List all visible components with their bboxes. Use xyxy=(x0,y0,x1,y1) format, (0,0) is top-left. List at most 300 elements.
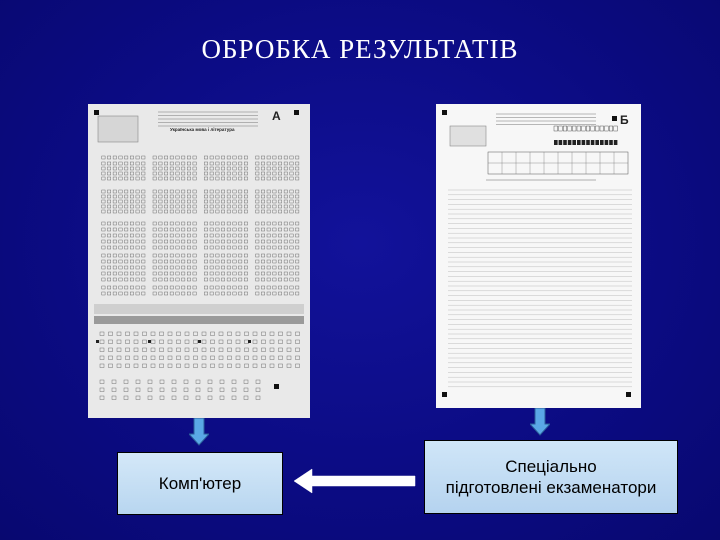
answer-bubble xyxy=(210,172,213,175)
answer-bubble xyxy=(107,167,110,170)
answer-bubble xyxy=(296,200,299,203)
answer-bubble xyxy=(256,286,259,289)
answer-bubble xyxy=(233,266,236,269)
code-cell xyxy=(586,126,590,131)
answer-bubble xyxy=(227,278,230,281)
answer-bubble xyxy=(261,210,264,213)
answer-bubble xyxy=(233,190,236,193)
answer-bubble xyxy=(296,240,299,243)
answer-bubble xyxy=(113,286,116,289)
answer-bubble xyxy=(159,190,162,193)
answer-bubble xyxy=(136,172,139,175)
answer-bubble xyxy=(125,167,128,170)
answer-bubble xyxy=(153,195,156,198)
answer-bubble xyxy=(102,210,105,213)
answer-bubble xyxy=(113,190,116,193)
answer-bubble xyxy=(170,286,173,289)
answer-bubble xyxy=(244,278,247,281)
answer-bubble xyxy=(176,172,179,175)
answer-bubble xyxy=(168,364,172,368)
answer-bubble xyxy=(287,340,291,344)
answer-bubble xyxy=(136,246,139,249)
answer-bubble xyxy=(284,234,287,237)
answer-bubble xyxy=(204,162,207,165)
answer-bubble xyxy=(112,380,116,384)
answer-bubble xyxy=(119,190,122,193)
corner-mark xyxy=(442,110,447,115)
answer-bubble xyxy=(227,266,230,269)
answer-bubble xyxy=(221,205,224,208)
answer-bubble xyxy=(233,286,236,289)
answer-bubble xyxy=(261,240,264,243)
answer-bubble xyxy=(159,278,162,281)
answer-bubble xyxy=(102,246,105,249)
answer-bubble xyxy=(204,240,207,243)
answer-bubble xyxy=(216,167,219,170)
answer-bubble xyxy=(221,286,224,289)
answer-bubble xyxy=(153,200,156,203)
answer-bubble xyxy=(245,356,249,360)
answer-bubble xyxy=(210,260,213,263)
answer-bubble xyxy=(204,167,207,170)
answer-bubble xyxy=(296,156,299,159)
answer-bubble xyxy=(142,162,145,165)
answer-bubble xyxy=(136,240,139,243)
answer-bubble xyxy=(153,172,156,175)
answer-bubble xyxy=(109,356,113,360)
answer-bubble xyxy=(170,272,173,275)
answer-bubble xyxy=(261,177,264,180)
answer-bubble xyxy=(278,292,281,295)
answer-bubble xyxy=(177,364,181,368)
code-cell xyxy=(577,140,581,145)
answer-bubble xyxy=(236,340,240,344)
answer-bubble xyxy=(256,396,260,400)
answer-bubble xyxy=(273,292,276,295)
answer-bubble xyxy=(256,228,259,231)
answer-bubble xyxy=(113,205,116,208)
answer-bubble xyxy=(196,396,200,400)
answer-bubble xyxy=(261,162,264,165)
answer-bubble xyxy=(244,266,247,269)
answer-bubble xyxy=(187,167,190,170)
answer-bubble xyxy=(130,260,133,263)
answer-bubble xyxy=(119,260,122,263)
answer-bubble xyxy=(261,246,264,249)
answer-bubble xyxy=(204,266,207,269)
answer-bubble xyxy=(233,195,236,198)
answer-bubble xyxy=(193,278,196,281)
answer-bubble xyxy=(153,156,156,159)
answer-bubble xyxy=(239,195,242,198)
computer-label: Комп'ютер xyxy=(158,474,242,493)
answer-bubble xyxy=(216,177,219,180)
answer-bubble xyxy=(125,246,128,249)
answer-bubble xyxy=(221,200,224,203)
answer-bubble xyxy=(261,286,264,289)
code-cell xyxy=(605,126,609,131)
answer-bubble xyxy=(256,278,259,281)
answer-bubble xyxy=(164,240,167,243)
answer-bubble xyxy=(273,240,276,243)
answer-bubble xyxy=(193,240,196,243)
answer-bubble xyxy=(153,278,156,281)
answer-bubble xyxy=(227,286,230,289)
answer-bubble xyxy=(193,156,196,159)
answer-bubble xyxy=(273,177,276,180)
answer-bubble xyxy=(256,234,259,237)
answer-bubble xyxy=(164,200,167,203)
answer-bubble xyxy=(239,222,242,225)
answer-bubble xyxy=(164,254,167,257)
answer-bubble xyxy=(142,177,145,180)
answer-bubble xyxy=(204,222,207,225)
answer-bubble xyxy=(296,292,299,295)
answer-bubble xyxy=(256,156,259,159)
answer-bubble xyxy=(136,396,140,400)
code-cell xyxy=(563,140,567,145)
answer-bubble xyxy=(125,260,128,263)
answer-bubble xyxy=(164,260,167,263)
answer-bubble xyxy=(102,272,105,275)
answer-bubble xyxy=(290,272,293,275)
code-cell xyxy=(595,140,599,145)
answer-bubble xyxy=(185,332,189,336)
answer-bubble xyxy=(182,260,185,263)
answer-bubble xyxy=(284,272,287,275)
answer-bubble xyxy=(176,162,179,165)
answer-bubble xyxy=(221,292,224,295)
answer-bubble xyxy=(239,286,242,289)
answer-bubble xyxy=(182,246,185,249)
answer-bubble xyxy=(159,228,162,231)
answer-bubble xyxy=(142,278,145,281)
answer-bubble xyxy=(113,228,116,231)
answer-bubble xyxy=(125,210,128,213)
answer-bubble xyxy=(290,278,293,281)
answer-bubble xyxy=(273,205,276,208)
answer-bubble xyxy=(278,286,281,289)
answer-bubble xyxy=(273,210,276,213)
answer-bubble xyxy=(216,222,219,225)
answer-bubble xyxy=(236,364,240,368)
answer-bubble xyxy=(290,210,293,213)
answer-bubble xyxy=(193,162,196,165)
answer-bubble xyxy=(148,396,152,400)
answer-bubble xyxy=(107,200,110,203)
answer-bubble xyxy=(113,240,116,243)
answer-bubble xyxy=(244,195,247,198)
answer-bubble xyxy=(153,266,156,269)
answer-bubble xyxy=(102,222,105,225)
answer-bubble xyxy=(194,364,198,368)
answer-bubble xyxy=(109,340,113,344)
answer-bubble xyxy=(119,162,122,165)
answer-bubble xyxy=(170,260,173,263)
answer-bubble xyxy=(107,177,110,180)
answer-bubble xyxy=(164,272,167,275)
answer-bubble xyxy=(176,292,179,295)
answer-bubble xyxy=(284,210,287,213)
answer-bubble xyxy=(153,162,156,165)
answer-bubble xyxy=(142,246,145,249)
code-cell xyxy=(559,126,563,131)
answer-bubble xyxy=(261,222,264,225)
answer-bubble xyxy=(159,205,162,208)
answer-bubble xyxy=(273,228,276,231)
answer-bubble xyxy=(273,162,276,165)
answer-bubble xyxy=(270,364,274,368)
answer-bubble xyxy=(194,348,198,352)
answer-bubble xyxy=(119,205,122,208)
answer-bubble xyxy=(232,380,236,384)
answer-bubble xyxy=(136,266,139,269)
answer-bubble xyxy=(211,364,215,368)
answer-bubble xyxy=(102,195,105,198)
answer-bubble xyxy=(193,200,196,203)
answer-bubble xyxy=(244,200,247,203)
answer-bubble xyxy=(216,190,219,193)
answer-bubble xyxy=(182,205,185,208)
answer-bubble xyxy=(284,246,287,249)
answer-bubble xyxy=(239,254,242,257)
answer-bubble xyxy=(273,156,276,159)
answer-bubble xyxy=(244,205,247,208)
answer-bubble xyxy=(227,200,230,203)
answer-bubble xyxy=(278,234,281,237)
answer-bubble xyxy=(102,190,105,193)
answer-bubble xyxy=(148,380,152,384)
answer-bubble xyxy=(119,240,122,243)
answer-bubble xyxy=(267,266,270,269)
arrow-down-icon xyxy=(530,408,550,436)
answer-bubble xyxy=(290,162,293,165)
answer-bubble xyxy=(227,205,230,208)
answer-bubble xyxy=(159,167,162,170)
answer-bubble xyxy=(216,195,219,198)
answer-bubble xyxy=(253,348,257,352)
answer-bubble xyxy=(267,167,270,170)
answer-bubble xyxy=(267,195,270,198)
answer-bubble xyxy=(112,388,116,392)
answer-bubble xyxy=(130,172,133,175)
answer-bubble xyxy=(182,254,185,257)
answer-bubble xyxy=(172,388,176,392)
answer-bubble xyxy=(170,172,173,175)
answer-bubble xyxy=(219,364,223,368)
answer-bubble xyxy=(100,348,104,352)
answer-bubble xyxy=(164,228,167,231)
answer-bubble xyxy=(290,228,293,231)
answer-bubble xyxy=(182,177,185,180)
answer-bubble xyxy=(109,364,113,368)
answer-bubble xyxy=(142,286,145,289)
answer-bubble xyxy=(130,177,133,180)
answer-bubble xyxy=(244,167,247,170)
answer-bubble xyxy=(262,364,266,368)
answer-bubble xyxy=(113,167,116,170)
answer-bubble xyxy=(187,210,190,213)
answer-bubble xyxy=(284,200,287,203)
answer-bubble xyxy=(208,396,212,400)
answer-bubble xyxy=(267,234,270,237)
answer-bubble xyxy=(296,205,299,208)
answer-bubble xyxy=(204,228,207,231)
answer-bubble xyxy=(136,254,139,257)
answer-bubble xyxy=(239,278,242,281)
code-cell xyxy=(572,126,576,131)
answer-bubble xyxy=(130,286,133,289)
answer-bubble xyxy=(279,332,283,336)
answer-bubble xyxy=(100,380,104,384)
answer-bubble xyxy=(228,364,232,368)
answer-bubble xyxy=(221,162,224,165)
answer-bubble xyxy=(136,205,139,208)
answer-bubble xyxy=(290,167,293,170)
answer-bubble xyxy=(210,292,213,295)
answer-bubble xyxy=(284,167,287,170)
answer-bubble xyxy=(160,396,164,400)
answer-bubble xyxy=(182,272,185,275)
answer-bubble xyxy=(107,240,110,243)
answer-bubble xyxy=(210,167,213,170)
answer-bubble xyxy=(216,172,219,175)
answer-bubble xyxy=(187,272,190,275)
answer-bubble xyxy=(176,190,179,193)
answer-bubble xyxy=(278,278,281,281)
answer-bubble xyxy=(261,195,264,198)
answer-bubble xyxy=(142,167,145,170)
answer-bubble xyxy=(261,156,264,159)
answer-bubble xyxy=(204,156,207,159)
answer-bubble xyxy=(119,292,122,295)
answer-bubble xyxy=(267,177,270,180)
answer-bubble xyxy=(160,388,164,392)
answer-bubble xyxy=(204,260,207,263)
answer-bubble xyxy=(142,222,145,225)
answer-bubble xyxy=(136,177,139,180)
answer-bubble xyxy=(170,222,173,225)
answer-bubble xyxy=(270,340,274,344)
answer-bubble xyxy=(278,210,281,213)
answer-bubble xyxy=(204,278,207,281)
answer-bubble xyxy=(107,205,110,208)
answer-bubble xyxy=(182,278,185,281)
answer-bubble xyxy=(193,210,196,213)
answer-bubble xyxy=(278,266,281,269)
answer-bubble xyxy=(228,332,232,336)
answer-bubble xyxy=(160,364,164,368)
answer-bubble xyxy=(136,292,139,295)
answer-bubble xyxy=(119,172,122,175)
answer-bubble xyxy=(130,266,133,269)
answer-bubble xyxy=(159,266,162,269)
answer-bubble xyxy=(278,246,281,249)
answer-bubble xyxy=(107,195,110,198)
answer-bubble xyxy=(204,172,207,175)
answer-bubble xyxy=(216,162,219,165)
answer-bubble xyxy=(187,260,190,263)
code-cell xyxy=(614,126,618,131)
answer-bubble xyxy=(193,272,196,275)
filled-mark xyxy=(96,340,99,343)
arrow-down-icon xyxy=(189,418,209,446)
answer-bubble xyxy=(130,228,133,231)
answer-bubble xyxy=(107,246,110,249)
answer-bubble xyxy=(136,200,139,203)
code-cell xyxy=(591,140,595,145)
answer-bubble xyxy=(233,246,236,249)
answer-bubble xyxy=(232,388,236,392)
answer-bubble xyxy=(182,210,185,213)
answer-bubble xyxy=(216,205,219,208)
answer-bubble xyxy=(107,190,110,193)
answer-bubble xyxy=(142,210,145,213)
answer-bubble xyxy=(210,266,213,269)
answer-bubble xyxy=(170,234,173,237)
answer-bubble xyxy=(256,190,259,193)
answer-bubble xyxy=(159,272,162,275)
answer-bubble xyxy=(136,195,139,198)
answer-bubble xyxy=(245,340,249,344)
answer-bubble xyxy=(124,380,128,384)
answer-bubble xyxy=(202,356,206,360)
answer-bubble xyxy=(296,222,299,225)
answer-bubble xyxy=(256,172,259,175)
answer-bubble xyxy=(125,292,128,295)
answer-bubble xyxy=(284,205,287,208)
answer-bubble xyxy=(182,240,185,243)
answer-bubble xyxy=(172,396,176,400)
corner-mark xyxy=(626,392,631,397)
answer-bubble xyxy=(287,348,291,352)
answer-bubble xyxy=(142,195,145,198)
info-band xyxy=(94,304,304,314)
answer-bubble xyxy=(136,278,139,281)
answer-bubble xyxy=(210,286,213,289)
answer-bubble xyxy=(107,292,110,295)
answer-bubble xyxy=(256,177,259,180)
answer-bubble xyxy=(233,167,236,170)
answer-bubble xyxy=(211,356,215,360)
answer-bubble xyxy=(256,260,259,263)
answer-bubble xyxy=(244,286,247,289)
answer-bubble xyxy=(220,388,224,392)
answer-bubble xyxy=(244,222,247,225)
answer-bubble xyxy=(256,254,259,257)
answer-bubble xyxy=(219,332,223,336)
answer-bubble xyxy=(176,200,179,203)
answer-bubble xyxy=(176,260,179,263)
sheet-a-marker: А xyxy=(272,109,281,123)
answer-bubble xyxy=(193,286,196,289)
answer-bubble xyxy=(290,286,293,289)
answer-bubble xyxy=(119,286,122,289)
answer-bubble xyxy=(153,177,156,180)
answer-bubble xyxy=(216,292,219,295)
answer-bubble xyxy=(256,380,260,384)
logo-area xyxy=(450,126,486,146)
answer-bubble xyxy=(102,200,105,203)
answer-bubble xyxy=(164,246,167,249)
answer-bubble xyxy=(100,332,104,336)
answer-bubble xyxy=(182,167,185,170)
answer-bubble xyxy=(134,348,138,352)
answer-bubble xyxy=(290,234,293,237)
answer-bubble xyxy=(130,205,133,208)
answer-bubble xyxy=(100,396,104,400)
answer-bubble xyxy=(227,222,230,225)
